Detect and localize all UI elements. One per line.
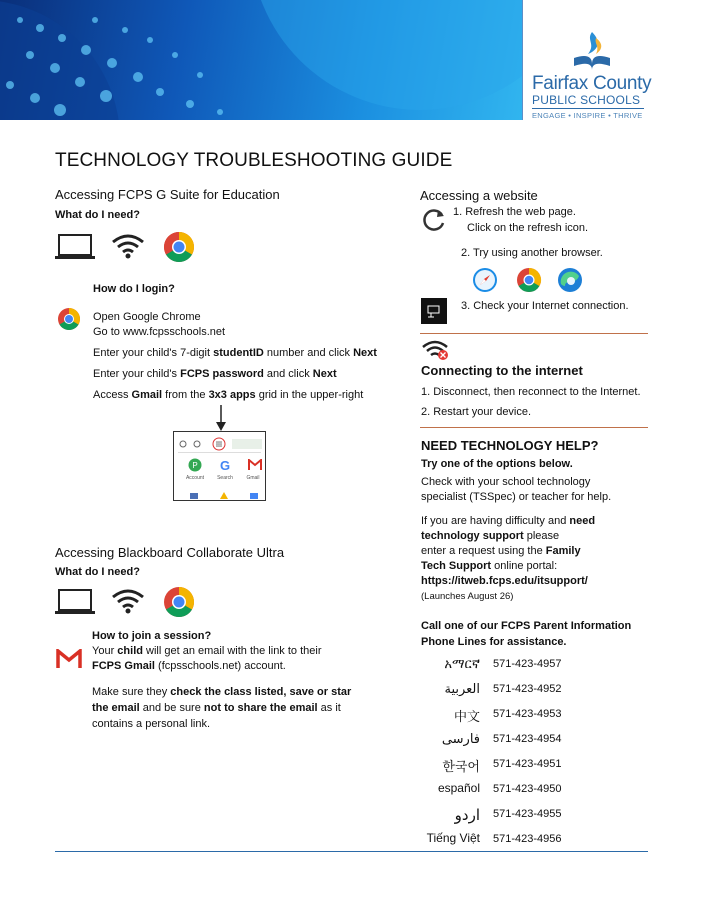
phone-row-spanish: [420, 781, 650, 801]
logo-title: Fairfax County: [532, 73, 652, 94]
phone-number[interactable]: 571-423-4957: [493, 658, 562, 670]
svg-text:G: G: [219, 458, 231, 472]
gsuite-need-label: What do I need?: [55, 209, 140, 221]
website-heading: Accessing a website: [420, 188, 538, 203]
phone-number[interactable]: 571-423-4953: [493, 708, 562, 720]
header-banner: [0, 0, 523, 120]
screenshot-toolbar: [178, 437, 262, 451]
website-step-2: 2. Try using another browser.: [461, 247, 603, 259]
gsuite-step-4: Access Gmail from the 3x3 apps grid in the upper-right: [93, 389, 364, 401]
phone-number[interactable]: 571-423-4955: [493, 808, 562, 820]
phone-language: Tiếng Việt: [426, 831, 480, 845]
blackboard-need-label: What do I need?: [55, 566, 140, 578]
blackboard-paragraph-2: Make sure they check the class listed, save or star the email and be sure not to share the email as it contains a personal link.: [92, 686, 352, 730]
blackboard-join-label: How to join a session?: [92, 630, 212, 642]
help-call-text: Call one of our FCPS Parent Information Phone Lines for assistance.: [421, 620, 632, 648]
help-check-text: Check with your school technology specialist (TSSpec) or teacher for help.: [421, 476, 612, 503]
chrome-small-icon: [57, 307, 81, 331]
phone-row-urdu: [420, 806, 650, 826]
help-difficulty-text: If you are having difficulty and need technology support please enter a request using the Family Tech Support online portal: https://itweb.fcps.edu/itsupport/ (Launches August 26): [421, 515, 596, 602]
footer-rule: [55, 851, 648, 852]
help-try-label: Try one of the options below.: [421, 458, 573, 470]
phone-row-farsi: [420, 731, 650, 751]
blackboard-paragraph-1: Your child will get an email with the link to their FCPS Gmail (fcpsschools.net) account.: [92, 645, 322, 672]
google-search-app-icon: [218, 458, 232, 472]
laptop-icon-2: [55, 588, 95, 616]
phone-language: العربية: [444, 681, 480, 696]
section-divider-2: [420, 427, 648, 428]
wifi-icon-2: [110, 588, 146, 614]
safari-icon: [472, 267, 498, 293]
app-label-account: Account: [185, 475, 205, 481]
website-step-1: 1. Refresh the web page.: [453, 206, 576, 218]
page-title: TECHNOLOGY TROUBLESHOOTING GUIDE: [55, 150, 453, 171]
flame-book-icon: [568, 30, 616, 74]
phone-language: 中文: [453, 709, 480, 724]
website-step-1-sub: Click on the refresh icon.: [467, 222, 589, 234]
app-label-gmail: Gmail: [246, 475, 260, 481]
help-heading: NEED TECHNOLOGY HELP?: [421, 438, 599, 453]
phone-language: فارسی: [441, 731, 480, 746]
phone-row-vietnamese: [420, 831, 650, 851]
website-step-3: 3. Check your Internet connection.: [461, 300, 629, 312]
apps-grid-screenshot: [173, 431, 266, 501]
chrome-icon: [163, 231, 195, 263]
gsuite-step-2: Enter your child's 7-digit studentID number and click Next: [93, 347, 377, 359]
banner-dots-graphic: [0, 0, 522, 120]
phone-number[interactable]: 571-423-4954: [493, 733, 562, 745]
internet-step-1: 1. Disconnect, then reconnect to the Internet.: [421, 386, 641, 398]
laptop-icon: [55, 233, 95, 261]
gsuite-step-3: Enter your child's FCPS password and click Next: [93, 368, 337, 380]
account-app-icon: [188, 458, 202, 472]
fcps-logo: [532, 30, 690, 120]
gsuite-login-label: How do I login?: [93, 283, 175, 295]
phone-row-arabic: [420, 681, 650, 701]
section-divider-1: [420, 333, 648, 334]
phone-number[interactable]: 571-423-4950: [493, 783, 562, 795]
support-portal-link[interactable]: https://itweb.fcps.edu/itsupport/: [421, 575, 588, 587]
screenshot-divider: [178, 452, 261, 453]
screenshot-more-apps: [186, 488, 262, 499]
blackboard-heading: Accessing Blackboard Collaborate Ultra: [55, 545, 285, 560]
phone-number[interactable]: 571-423-4952: [493, 683, 562, 695]
phone-language: اردو: [454, 807, 480, 824]
phone-number[interactable]: 571-423-4951: [493, 758, 562, 770]
phone-language: 한국어: [442, 759, 480, 774]
chrome-icon-2: [163, 586, 195, 618]
network-settings-icon: [421, 298, 447, 324]
wifi-error-icon: [421, 339, 451, 361]
refresh-icon: [421, 207, 447, 233]
phone-language: español: [437, 781, 480, 795]
wifi-icon: [110, 233, 146, 259]
down-arrow-icon: [214, 405, 228, 433]
internet-step-2: 2. Restart your device.: [421, 406, 532, 418]
gmail-app-icon: [248, 459, 262, 471]
phone-number[interactable]: 571-423-4956: [493, 833, 562, 845]
internet-heading: Connecting to the internet: [421, 363, 583, 378]
gsuite-heading: Accessing FCPS G Suite for Education: [55, 187, 280, 202]
app-label-search: Search: [217, 475, 233, 481]
phone-language: አማርኛ: [444, 656, 480, 671]
gsuite-step-1: Open Google Chrome Go to www.fcpsschools.net: [93, 311, 226, 338]
gmail-icon: [56, 649, 82, 669]
chrome-browser-icon: [516, 267, 542, 293]
logo-divider: [532, 108, 644, 109]
logo-tagline: ENGAGE • INSPIRE • THRIVE: [532, 111, 643, 120]
phone-row-korean: [420, 756, 650, 776]
phone-row-amharic: [420, 656, 650, 676]
logo-subtitle: PUBLIC SCHOOLS: [532, 93, 641, 107]
svg-text:P: P: [192, 461, 198, 470]
phone-row-chinese: [420, 706, 650, 726]
edge-icon: [557, 267, 583, 293]
